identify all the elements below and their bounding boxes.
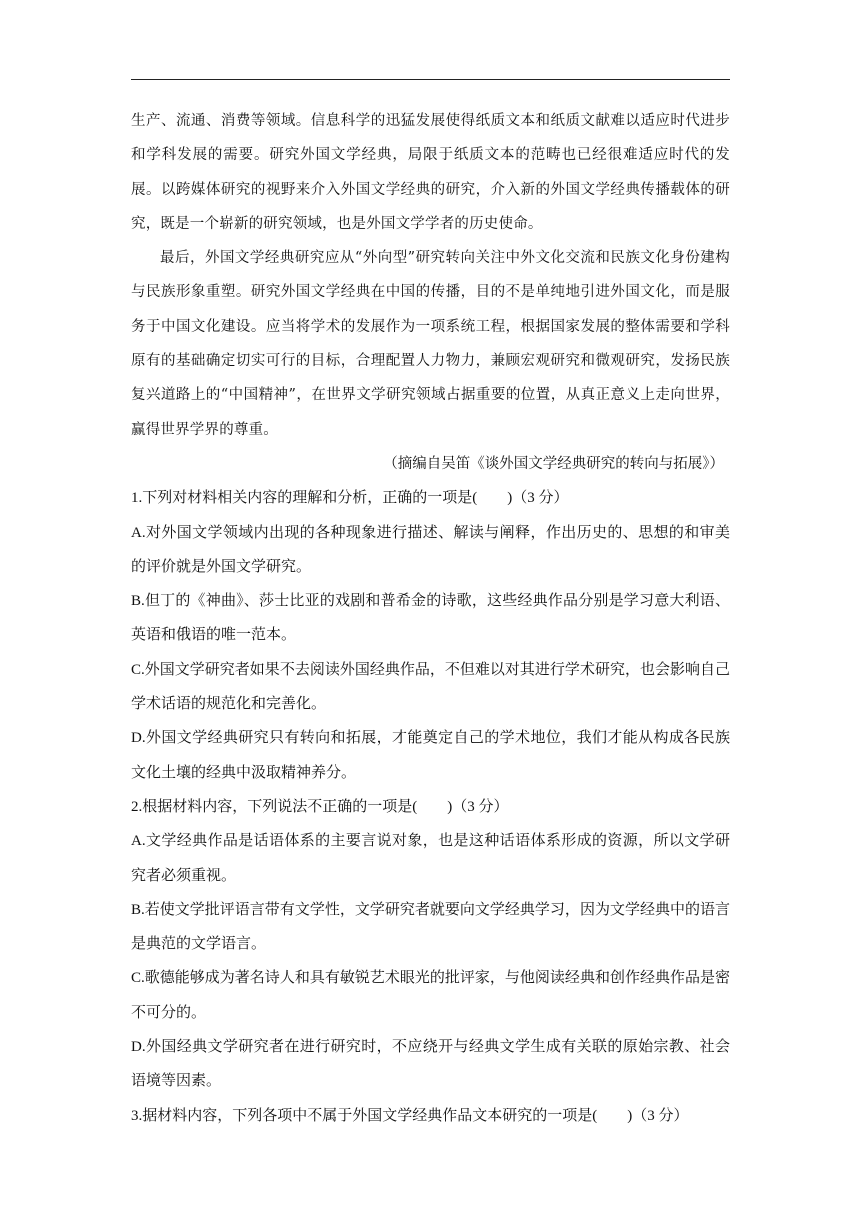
question-stem: 2.根据材料内容，下列说法不正确的一项是( )（3 分） xyxy=(131,798,509,815)
header-rule xyxy=(131,79,730,80)
option-d: D.外国文学经典研究只有转向和拓展，才能奠定自己的学术地位，我们才能从构成各民族文化土壤的经典中汲取精神养分。 xyxy=(131,730,730,781)
option-a: A.文学经典作品是话语体系的主要言说对象，也是这种话语体系形成的资源，所以文学研究者必须重视。 xyxy=(131,833,730,884)
question-stem: 3.据材料内容，下列各项中不属于外国文学经典作品文本研究的一项是( )（3 分） xyxy=(131,1107,689,1124)
option-d: D.外国经典文学研究者在进行研究时，不应绕开与经典文学生成有关联的原始宗教、社会语境等因素。 xyxy=(131,1039,730,1090)
passage-paragraph-1: 生产、流通、消费等领域。信息科学的迅猛发展使得纸质文本和纸质文献难以适应时代进步和学科发展的需要。研究外国文学经典，局限于纸质文本的范畴也已经很难适应时代的发展。以跨媒体研究的视野来介入外国文学经典的研究，介入新的外国文学经典传播载体的研究，既是一个崭新的研究领域，也是外国文学学者的历史使命。 xyxy=(131,113,730,232)
option-b: B.若使文学批评语言带有文学性，文学研究者就要向文学经典学习，因为文学经典中的语言是典范的文学语言。 xyxy=(131,901,730,953)
question-3 xyxy=(131,1099,730,1133)
question-stem: 1.下列对材料相关内容的理解和分析，正确的一项是( )（3 分） xyxy=(131,490,569,507)
passage-source: （摘编自吴笛《谈外国文学经典研究的转向与拓展》） xyxy=(383,455,724,472)
passage-paragraph-2: 最后，外国文学经典研究应从“外向型”研究转向关注中外文化交流和民族文化身份建构与民族形象重塑。研究外国文学经典在中国的传播，目的不是单纯地引进外国文化，而是服务于中国文化建设。应当将学术的发展作为一项系统工程，根据国家发展的整体需要和学科原有的基础确定切实可行的目标，合理配置人力物力，兼顾宏观研究和微观研究，发扬民族复兴道路上的“中国精神”，在世界文学研究领域占据重要的位置，从真正意义上走向世界，赢得世界学界的尊重。 xyxy=(131,250,730,438)
question-1 xyxy=(131,481,730,790)
question-2 xyxy=(131,790,730,1099)
option-a: A.对外国文学领域内出现的各种现象进行描述、解读与阐释，作出历史的、思想的和审美的评价就是外国文学研究。 xyxy=(131,524,730,575)
option-c: C.歌德能够成为著名诗人和具有敏锐艺术眼光的批评家，与他阅读经典和创作经典作品是密不可分的。 xyxy=(131,970,730,1021)
option-b: B.但丁的《神曲》、莎士比亚的戏剧和普希金的诗歌，这些经典作品分别是学习意大利语、英语和俄语的唯一范本。 xyxy=(131,593,730,644)
option-c: C.外国文学研究者如果不去阅读外国经典作品，不但难以对其进行学术研究，也会影响自己学术话语的规范化和完善化。 xyxy=(131,661,730,713)
document-body xyxy=(131,104,730,1133)
